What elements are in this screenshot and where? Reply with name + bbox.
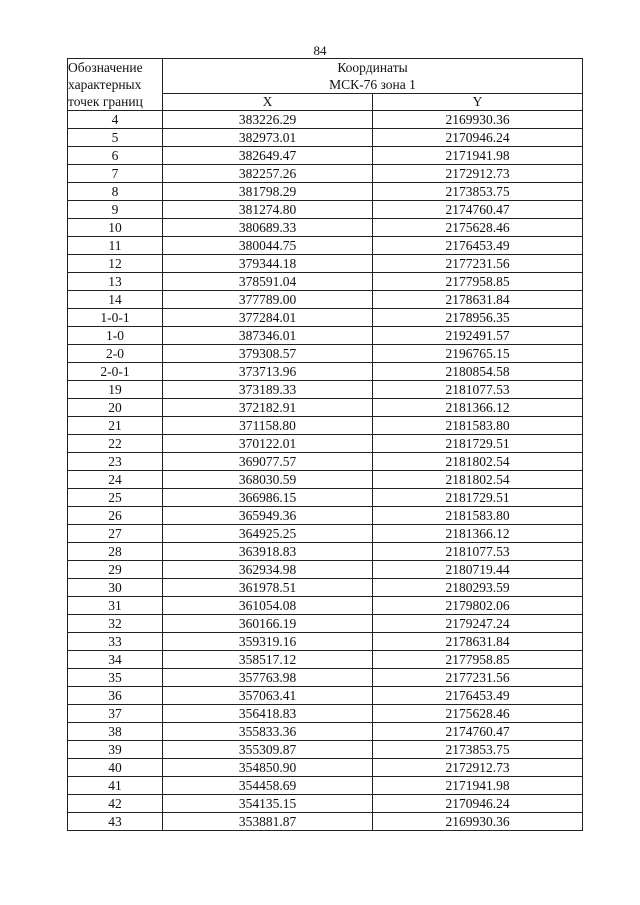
- point-cell: 29: [68, 561, 163, 579]
- point-cell: 24: [68, 471, 163, 489]
- point-cell: 37: [68, 705, 163, 723]
- x-cell: 381798.29: [163, 183, 373, 201]
- point-cell: 9: [68, 201, 163, 219]
- y-cell: 2181077.53: [373, 381, 583, 399]
- point-cell: 40: [68, 759, 163, 777]
- x-cell: 361978.51: [163, 579, 373, 597]
- point-cell: 19: [68, 381, 163, 399]
- y-cell: 2181802.54: [373, 471, 583, 489]
- y-cell: 2177958.85: [373, 273, 583, 291]
- table-row: [68, 507, 583, 525]
- y-cell: 2175628.46: [373, 219, 583, 237]
- point-cell: 35: [68, 669, 163, 687]
- y-cell: 2174760.47: [373, 723, 583, 741]
- x-cell: 379308.57: [163, 345, 373, 363]
- table-row: [68, 399, 583, 417]
- y-cell: 2181729.51: [373, 489, 583, 507]
- point-cell: 6: [68, 147, 163, 165]
- y-cell: 2176453.49: [373, 237, 583, 255]
- y-cell: 2178956.35: [373, 309, 583, 327]
- point-cell: 30: [68, 579, 163, 597]
- designation-header: [68, 59, 163, 111]
- y-cell: 2180293.59: [373, 579, 583, 597]
- point-cell: 22: [68, 435, 163, 453]
- table-row: [68, 381, 583, 399]
- table-row: [68, 129, 583, 147]
- table-row: [68, 741, 583, 759]
- y-cell: 2171941.98: [373, 147, 583, 165]
- point-cell: 11: [68, 237, 163, 255]
- y-cell: 2175628.46: [373, 705, 583, 723]
- x-cell: 382973.01: [163, 129, 373, 147]
- point-cell: 8: [68, 183, 163, 201]
- x-cell: 381274.80: [163, 201, 373, 219]
- table-row: [68, 669, 583, 687]
- x-cell: 355309.87: [163, 741, 373, 759]
- x-cell: 372182.91: [163, 399, 373, 417]
- table-row: [68, 615, 583, 633]
- point-cell: 13: [68, 273, 163, 291]
- table-row: [68, 273, 583, 291]
- y-cell: 2181583.80: [373, 417, 583, 435]
- x-cell: 380689.33: [163, 219, 373, 237]
- coordinates-table: [67, 58, 583, 831]
- y-cell: 2174760.47: [373, 201, 583, 219]
- table-row: [68, 759, 583, 777]
- table-row: [68, 777, 583, 795]
- x-cell: 361054.08: [163, 597, 373, 615]
- y-cell: 2181729.51: [373, 435, 583, 453]
- point-cell: 5: [68, 129, 163, 147]
- table-row: [68, 219, 583, 237]
- point-cell: 2-0-1: [68, 363, 163, 381]
- x-cell: 366986.15: [163, 489, 373, 507]
- point-cell: 20: [68, 399, 163, 417]
- table-row: [68, 687, 583, 705]
- coordinates-header-line: Координаты: [337, 60, 408, 75]
- y-cell: 2176453.49: [373, 687, 583, 705]
- point-cell: 7: [68, 165, 163, 183]
- x-cell: 355833.36: [163, 723, 373, 741]
- y-cell: 2171941.98: [373, 777, 583, 795]
- point-cell: 39: [68, 741, 163, 759]
- table-row: [68, 813, 583, 831]
- x-cell: 359319.16: [163, 633, 373, 651]
- point-cell: 14: [68, 291, 163, 309]
- y-cell: 2177231.56: [373, 255, 583, 273]
- y-cell: 2192491.57: [373, 327, 583, 345]
- x-column-header: X: [163, 94, 373, 111]
- x-cell: 369077.57: [163, 453, 373, 471]
- y-cell: 2180719.44: [373, 561, 583, 579]
- y-cell: 2178631.84: [373, 633, 583, 651]
- table-row: [68, 723, 583, 741]
- x-cell: 379344.18: [163, 255, 373, 273]
- y-cell: 2173853.75: [373, 183, 583, 201]
- page-number: 84: [313, 43, 327, 58]
- table-row: [68, 147, 583, 165]
- y-cell: 2172912.73: [373, 165, 583, 183]
- table-row: [68, 345, 583, 363]
- point-cell: 1-0-1: [68, 309, 163, 327]
- x-cell: 377789.00: [163, 291, 373, 309]
- y-cell: 2181077.53: [373, 543, 583, 561]
- point-cell: 43: [68, 813, 163, 831]
- table-row: [68, 183, 583, 201]
- table-header: [68, 59, 583, 111]
- table-body: [68, 111, 583, 831]
- table-row: [68, 651, 583, 669]
- table-row: [68, 597, 583, 615]
- table-row: [68, 237, 583, 255]
- table-row: [68, 201, 583, 219]
- x-cell: 387346.01: [163, 327, 373, 345]
- x-cell: 357763.98: [163, 669, 373, 687]
- y-cell: 2181366.12: [373, 525, 583, 543]
- coordinates-header: [163, 59, 583, 94]
- y-cell: 2170946.24: [373, 129, 583, 147]
- y-cell: 2172912.73: [373, 759, 583, 777]
- y-cell: 2178631.84: [373, 291, 583, 309]
- y-cell: 2179247.24: [373, 615, 583, 633]
- x-cell: 371158.80: [163, 417, 373, 435]
- point-cell: 2-0: [68, 345, 163, 363]
- table-row: [68, 561, 583, 579]
- x-cell: 360166.19: [163, 615, 373, 633]
- table-row: [68, 327, 583, 345]
- x-cell: 354135.15: [163, 795, 373, 813]
- y-cell: 2181583.80: [373, 507, 583, 525]
- point-cell: 33: [68, 633, 163, 651]
- x-cell: 365949.36: [163, 507, 373, 525]
- x-cell: 354458.69: [163, 777, 373, 795]
- table-row: [68, 579, 583, 597]
- point-cell: 28: [68, 543, 163, 561]
- point-cell: 38: [68, 723, 163, 741]
- x-cell: 353881.87: [163, 813, 373, 831]
- designation-header-line: точек границ: [68, 94, 143, 109]
- x-cell: 383226.29: [163, 111, 373, 129]
- x-cell: 362934.98: [163, 561, 373, 579]
- y-cell: 2169930.36: [373, 813, 583, 831]
- y-cell: 2196765.15: [373, 345, 583, 363]
- y-cell: 2177958.85: [373, 651, 583, 669]
- x-cell: 354850.90: [163, 759, 373, 777]
- point-cell: 42: [68, 795, 163, 813]
- table-row: [68, 633, 583, 651]
- x-cell: 358517.12: [163, 651, 373, 669]
- y-cell: 2173853.75: [373, 741, 583, 759]
- x-cell: 373713.96: [163, 363, 373, 381]
- x-cell: 356418.83: [163, 705, 373, 723]
- point-cell: 12: [68, 255, 163, 273]
- table-row: [68, 453, 583, 471]
- point-cell: 25: [68, 489, 163, 507]
- table-row: [68, 255, 583, 273]
- table-row: [68, 417, 583, 435]
- table-row: [68, 363, 583, 381]
- point-cell: 10: [68, 219, 163, 237]
- y-column-header: Y: [373, 94, 583, 111]
- point-cell: 1-0: [68, 327, 163, 345]
- table-row: [68, 705, 583, 723]
- table-row: [68, 309, 583, 327]
- table-row: [68, 165, 583, 183]
- table-row: [68, 291, 583, 309]
- point-cell: 36: [68, 687, 163, 705]
- x-cell: 357063.41: [163, 687, 373, 705]
- x-cell: 370122.01: [163, 435, 373, 453]
- point-cell: 27: [68, 525, 163, 543]
- table-row: [68, 543, 583, 561]
- point-cell: 32: [68, 615, 163, 633]
- table-row: [68, 489, 583, 507]
- y-cell: 2177231.56: [373, 669, 583, 687]
- designation-header-line: Обозначение: [68, 60, 143, 75]
- x-cell: 382257.26: [163, 165, 373, 183]
- x-cell: 378591.04: [163, 273, 373, 291]
- x-cell: 380044.75: [163, 237, 373, 255]
- y-cell: 2169930.36: [373, 111, 583, 129]
- x-cell: 377284.01: [163, 309, 373, 327]
- y-cell: 2170946.24: [373, 795, 583, 813]
- point-cell: 21: [68, 417, 163, 435]
- y-cell: 2180854.58: [373, 363, 583, 381]
- table-row: [68, 525, 583, 543]
- y-cell: 2181802.54: [373, 453, 583, 471]
- point-cell: 31: [68, 597, 163, 615]
- table-row: [68, 111, 583, 129]
- point-cell: 23: [68, 453, 163, 471]
- point-cell: 34: [68, 651, 163, 669]
- x-cell: 382649.47: [163, 147, 373, 165]
- y-cell: 2181366.12: [373, 399, 583, 417]
- table-row: [68, 435, 583, 453]
- y-cell: 2179802.06: [373, 597, 583, 615]
- x-cell: 364925.25: [163, 525, 373, 543]
- point-cell: 26: [68, 507, 163, 525]
- x-cell: 363918.83: [163, 543, 373, 561]
- x-cell: 373189.33: [163, 381, 373, 399]
- table-row: [68, 471, 583, 489]
- coordinates-header-line: МСК-76 зона 1: [329, 77, 416, 92]
- point-cell: 41: [68, 777, 163, 795]
- point-cell: 4: [68, 111, 163, 129]
- designation-header-line: характерных: [68, 77, 142, 92]
- x-cell: 368030.59: [163, 471, 373, 489]
- table-row: [68, 795, 583, 813]
